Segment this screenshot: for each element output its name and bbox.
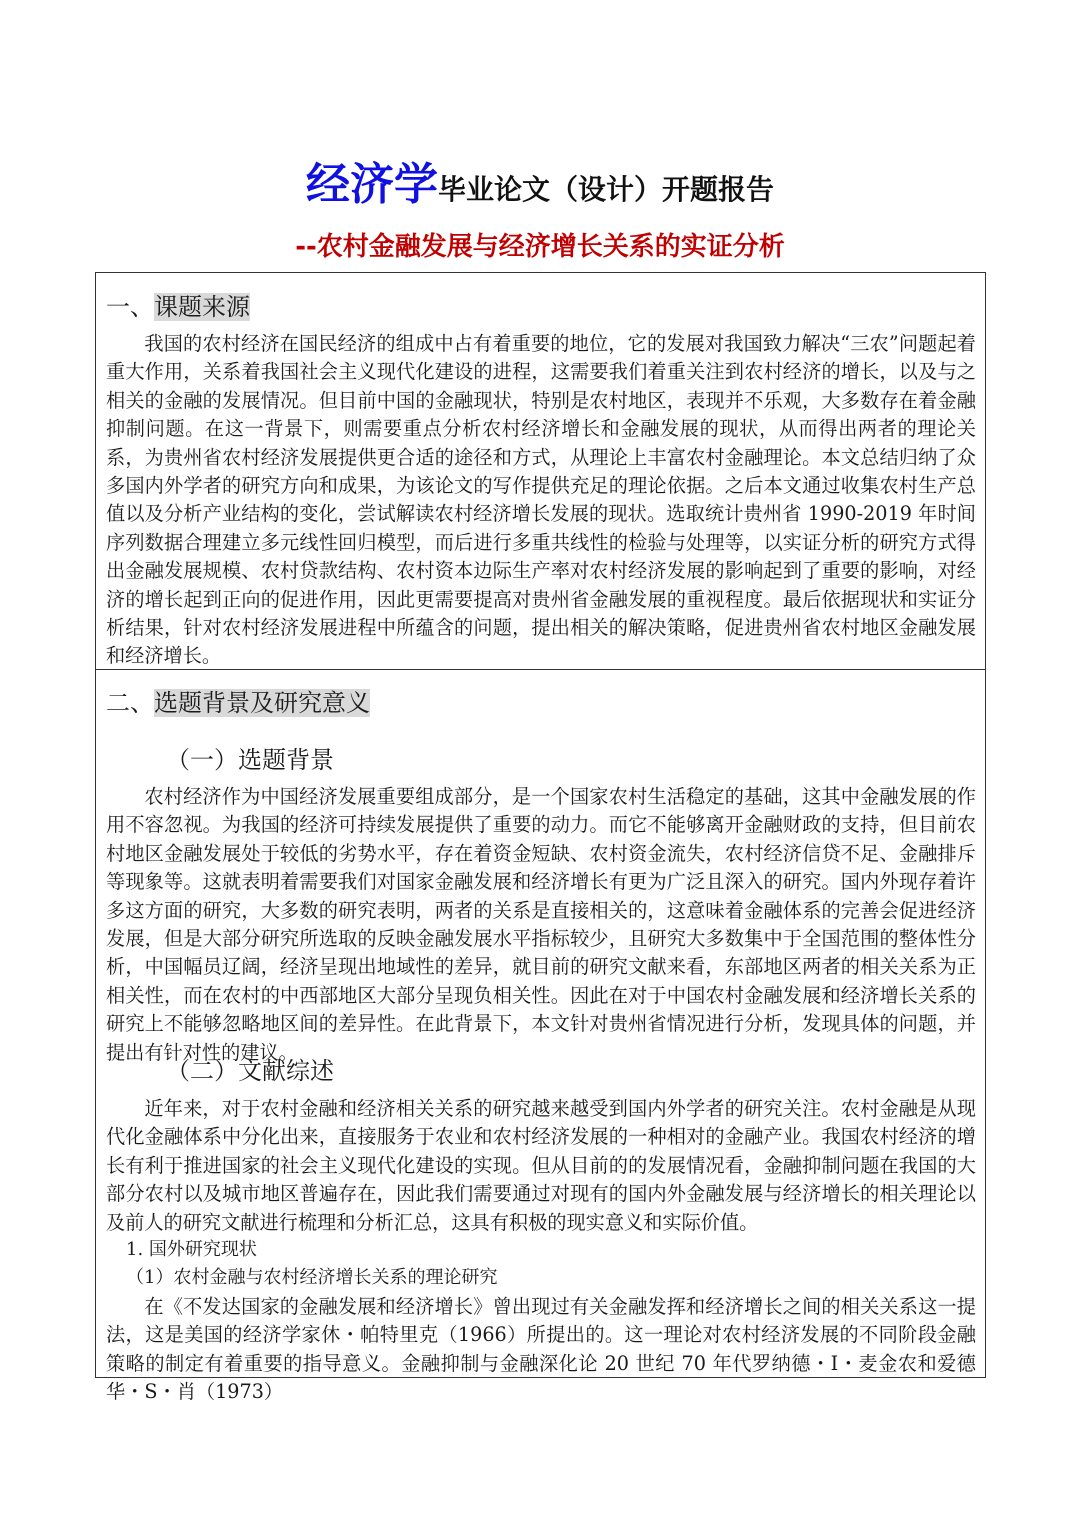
document-subtitle: --农村金融发展与经济增长关系的实证分析	[295, 232, 785, 262]
section-divider	[96, 669, 985, 670]
sub2-paragraph: 近年来，对于农村金融和经济相关关系的研究越来越受到国内外学者的研究关注。农村金融是从现代化金融体系中分化出来，直接服务于农业和农村经济发展的一种相对的金融产业。我国农村经济的增长有利于推进国家的社会主义现代化建设的实现。但从目前的的发展情况看，金融抑制问题在我国的大部分农村以及城市地区普遍存在，因此我们需要通过对现有的国内外金融发展与经济增长的相关理论以及前人的研究文献进行梳理和分析汇总，这具有积极的现实意义和实际价值。	[106, 1097, 976, 1234]
item1-paragraph: 在《不发达国家的金融发展和经济增长》曾出现过有关金融发挥和经济增长之间的相关关系这一提法，这是美国的经济学家休・帕特里克（1966）所提出的。这一理论对农村经济发展的不同阶段金融策略的制定有着重要的指导意义。金融抑制与金融深化论 20 世纪 70 年代罗纳德・I・麦金农和爱德华・S・肖（1973）	[106, 1295, 976, 1404]
section2-heading	[106, 683, 370, 718]
sub1-paragraph: 农村经济作为中国经济发展重要组成部分，是一个国家农村生活稳定的基础，这其中金融发展的作用不容忽视。为我国的经济可持续发展提供了重要的动力。而它不能够离开金融财政的支持，但目前农村地区金融发展处于较低的劣势水平，存在着资金短缺、农村资金流失，农村经济信贷不足、金融排斥等现象等。这就表明着需要我们对国家金融发展和经济增长有更为广泛且深入的研究。国内外现存着许多这方面的研究，大多数的研究表明，两者的关系是直接相关的，这意味着金融体系的完善会促进经济发展，但是大部分研究所选取的反映金融发展水平指标较少，且研究大多数集中于全国范围的整体性分析，中国幅员辽阔，经济呈现出地域性的差异，就目前的研究文献来看，东部地区两者的相关关系为正相关性，而在农村的中西部地区大部分呈现负相关性。因此在对于中国农村金融发展和经济增长关系的研究上不能够忽略地区间的差异性。在此背景下，本文针对贵州省情况进行分析，发现具体的问题，并提出有针对性的建议。	[106, 785, 976, 1064]
title-major: 经济学	[305, 159, 438, 210]
item1-subheading: （1）农村金融与农村经济增长关系的理论研究	[126, 1267, 498, 1288]
section1-title: 课题来源	[154, 293, 250, 321]
sub2-heading: （二）文献综述	[166, 1057, 334, 1085]
section2-number: 二、	[106, 689, 154, 717]
title-rest: 毕业论文（设计）开题报告	[437, 173, 774, 206]
section1-number: 一、	[106, 293, 154, 321]
section1-heading	[106, 287, 250, 322]
report-table	[95, 272, 986, 1404]
section2-title: 选题背景及研究意义	[154, 689, 370, 717]
sub1-heading: （一）选题背景	[166, 746, 334, 774]
document-title	[0, 148, 1080, 212]
section1-paragraph: 我国的农村经济在国民经济的组成中占有着重要的地位，它的发展对我国致力解决“三农”问题起着重大作用，关系着我国社会主义现代化建设的进程，这需要我们着重关注到农村经济的增长，以及与之相关的金融的发展情况。但目前中国的金融现状，特别是农村地区，表现并不乐观，大多数存在着金融抑制问题。在这一背景下，则需要重点分析农村经济增长和金融发展的现状，从而得出两者的理论关系，为贵州省农村经济发展提供更合适的途径和方式，从理论上丰富农村金融理论。本文总结归纳了众多国内外学者的研究方向和成果，为该论文的写作提供充足的理论依据。之后本文通过收集农村生产总值以及分析产业结构的变化，尝试解读农村经济增长发展的现状。选取统计贵州省 1990-2019 年时间序列数据合理建立多元线性回归模型，而后进行多重共线性的检验与处理等，以实证分析的研究方式得出金融发展规模、农村贷款结构、农村资本边际生产率对农村经济发展的影响起到了重要的影响，对经济的增长起到正向的促进作用，因此更需要提高对贵州省金融发展的重视程度。最后依据现状和实证分析结果，针对农村经济发展进程中所蕴含的问题，提出相关的解决策略，促进贵州省农村地区金融发展和经济增长。	[106, 332, 976, 668]
item1-heading: 1. 国外研究现状	[126, 1239, 257, 1260]
